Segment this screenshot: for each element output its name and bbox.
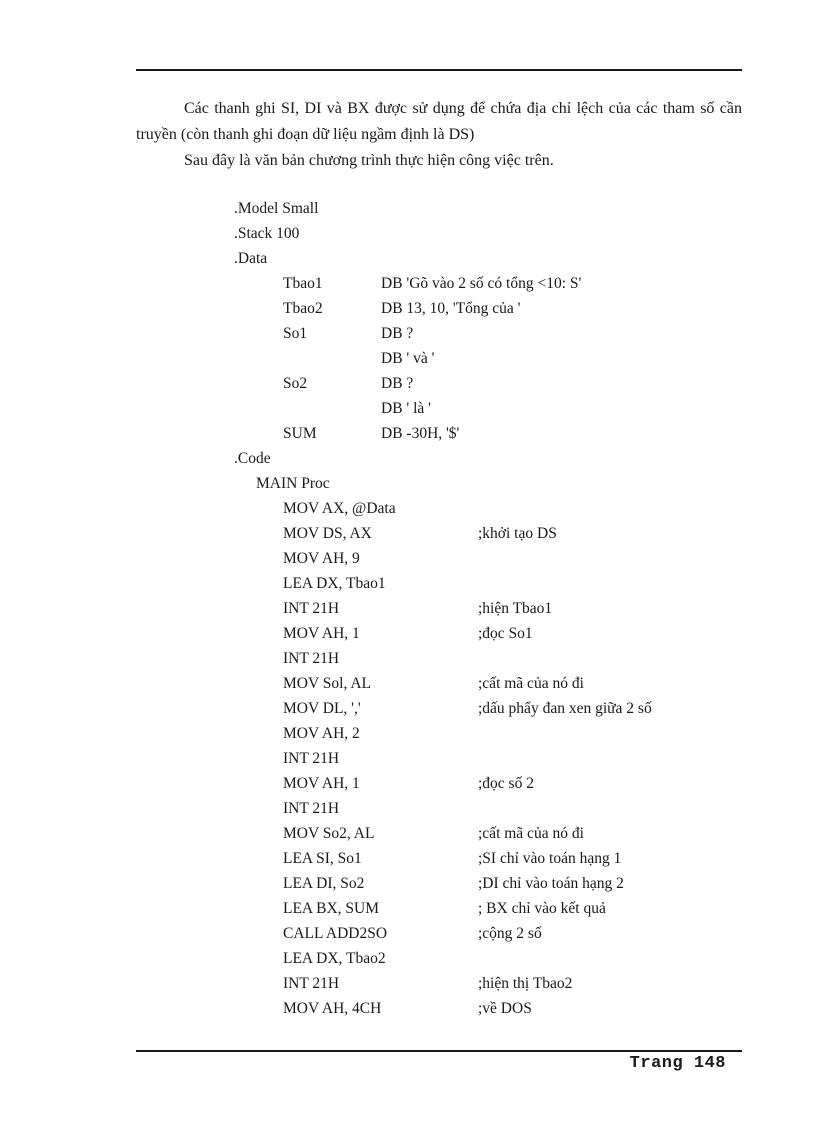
data-def: DB ' và '	[381, 350, 435, 367]
data-definition	[0, 321, 816, 346]
comment: ;cộng 2 số	[478, 925, 542, 942]
instruction: MOV AH, 1	[283, 775, 360, 792]
data-def: DB -30H, '$'	[381, 425, 460, 442]
code-line	[0, 221, 816, 246]
data-definition	[0, 346, 816, 371]
intro-paragraph: Sau đây là văn bản chương trình thực hiện công việc trên.	[184, 152, 554, 169]
instruction: MOV AH, 9	[283, 550, 360, 567]
intro-paragraph: Các thanh ghi SI, DI và BX được sử dụng để chứa địa chỉ lệch của các tham số cần truyền (còn thanh ghi đoạn dữ liệu ngầm định là DS)	[136, 100, 742, 143]
instruction-line	[0, 746, 816, 771]
data-name: So2	[283, 375, 308, 392]
directive-stack: .Stack 100	[234, 225, 300, 242]
directive-data: .Data	[234, 250, 268, 267]
instruction-line	[0, 646, 816, 671]
comment: ;khởi tạo DS	[478, 525, 557, 542]
instruction-line	[0, 971, 816, 996]
instruction: MOV DL, ','	[283, 700, 361, 717]
instruction-line	[0, 946, 816, 971]
data-name: So1	[283, 325, 308, 342]
instruction: MOV AX, @Data	[283, 500, 396, 517]
instruction-line	[0, 696, 816, 721]
data-definition	[0, 296, 816, 321]
instruction-line	[0, 871, 816, 896]
instruction: LEA BX, SUM	[283, 900, 380, 917]
instruction: MOV So2, AL	[283, 825, 375, 842]
data-def: DB ' là '	[381, 400, 431, 417]
instruction-line	[0, 571, 816, 596]
instruction-line	[0, 671, 816, 696]
instruction-line	[0, 896, 816, 921]
footer-rule	[136, 1050, 742, 1052]
instruction-line	[0, 596, 816, 621]
comment: ;cất mã của nó đi	[478, 675, 584, 692]
comment: ;đọc So1	[478, 625, 533, 642]
instruction: INT 21H	[283, 975, 340, 992]
instruction-line	[0, 821, 816, 846]
code-line	[0, 196, 816, 221]
comment: ;SI chỉ vào toán hạng 1	[478, 850, 622, 867]
comment: ;hiện Tbao1	[478, 600, 553, 617]
comment: ;đọc số 2	[478, 775, 534, 792]
instruction-line	[0, 846, 816, 871]
page-number: Trang 148	[629, 1054, 726, 1073]
instruction: INT 21H	[283, 800, 340, 817]
instruction: MOV Sol, AL	[283, 675, 371, 692]
instruction-line	[0, 621, 816, 646]
instruction-line	[0, 521, 816, 546]
instruction: MOV AH, 1	[283, 625, 360, 642]
instruction: LEA DX, Tbao2	[283, 950, 386, 967]
instruction: MOV AH, 4CH	[283, 1000, 382, 1017]
procedure-header: MAIN Proc	[256, 475, 330, 492]
instruction: MOV DS, AX	[283, 525, 372, 542]
instruction-line	[0, 796, 816, 821]
data-name: Tbao2	[283, 300, 323, 317]
comment: ;dấu phẩy đan xen giữa 2 số	[478, 700, 652, 717]
instruction: MOV AH, 2	[283, 725, 360, 742]
data-def: DB ?	[381, 375, 414, 392]
instruction: LEA SI, So1	[283, 850, 362, 867]
data-def: DB 'Gõ vào 2 số có tổng <10: S'	[381, 275, 582, 292]
instruction: INT 21H	[283, 750, 340, 767]
instruction: INT 21H	[283, 650, 340, 667]
data-def: DB ?	[381, 325, 414, 342]
comment: ;DI chỉ vào toán hạng 2	[478, 875, 624, 892]
data-definition	[0, 371, 816, 396]
data-definition	[0, 396, 816, 421]
code-listing	[0, 196, 816, 1021]
instruction: CALL ADD2SO	[283, 925, 388, 942]
data-definition	[0, 271, 816, 296]
comment: ;cất mã của nó đi	[478, 825, 584, 842]
instruction-line	[0, 921, 816, 946]
header-rule	[136, 69, 742, 71]
instruction-line	[0, 546, 816, 571]
instruction-line	[0, 721, 816, 746]
instruction-line	[0, 996, 816, 1021]
instruction: INT 21H	[283, 600, 340, 617]
code-line	[0, 446, 816, 471]
directive-code: .Code	[234, 450, 271, 467]
code-line	[0, 471, 816, 496]
intro-text	[136, 96, 742, 174]
data-name: Tbao1	[283, 275, 323, 292]
directive-model: .Model Small	[234, 200, 319, 217]
data-def: DB 13, 10, 'Tổng của '	[381, 300, 521, 317]
instruction: LEA DI, So2	[283, 875, 365, 892]
comment: ;hiện thị Tbao2	[478, 975, 573, 992]
code-line	[0, 246, 816, 271]
data-name: SUM	[283, 425, 317, 442]
instruction-line	[0, 771, 816, 796]
data-definition	[0, 421, 816, 446]
instruction-line	[0, 496, 816, 521]
comment: ; BX chỉ vào kết quả	[478, 900, 606, 917]
comment: ;về DOS	[478, 1000, 532, 1017]
instruction: LEA DX, Tbao1	[283, 575, 386, 592]
